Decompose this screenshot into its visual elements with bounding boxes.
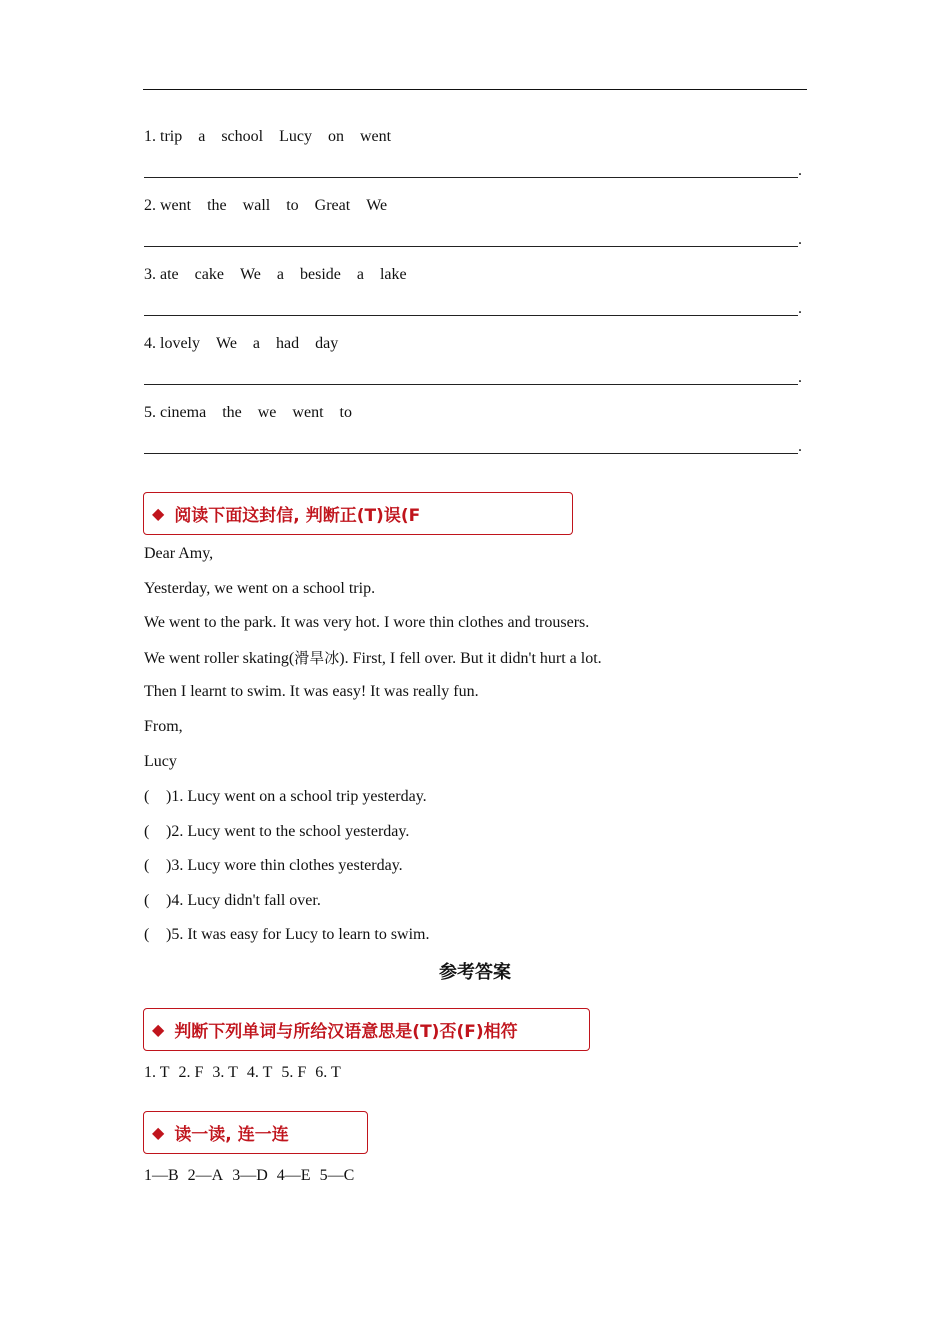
- question-item: [144, 333, 808, 402]
- scrambled-word: day: [315, 335, 339, 352]
- scrambled-word: we: [257, 404, 277, 421]
- question-item: [144, 402, 808, 471]
- answer-item: 3. T: [212, 1064, 238, 1081]
- tf-question: [144, 854, 824, 889]
- answers-judge: [144, 1064, 350, 1082]
- scrambled-word: a: [252, 335, 261, 352]
- answer-item: 5—C: [319, 1167, 355, 1184]
- top-rule: [143, 89, 807, 90]
- question-prompt: [144, 402, 808, 424]
- question-item: [144, 195, 808, 264]
- answer-line[interactable]: [144, 160, 808, 182]
- letter-text: We went roller skating(: [144, 649, 295, 667]
- scrambled-word: to: [339, 404, 352, 421]
- tf-question: [144, 923, 824, 958]
- answer-item: 4. T: [246, 1064, 273, 1081]
- question-item: [144, 126, 808, 195]
- answer-item: 1. T: [144, 1064, 170, 1081]
- scrambled-word: on: [327, 128, 344, 145]
- answer-underline: [144, 384, 798, 385]
- answer-line[interactable]: [144, 436, 808, 458]
- scrambled-word: a: [356, 266, 364, 283]
- question-number: 2.: [144, 197, 156, 214]
- answer-blank[interactable]: (: [144, 822, 150, 840]
- section-title: 阅读下面这封信, 判断正(T)误(F: [174, 506, 421, 526]
- scrambled-word: a: [198, 128, 206, 145]
- scrambled-word: to: [286, 197, 299, 214]
- line-end-period: .: [798, 162, 802, 179]
- scrambled-word: We: [239, 266, 261, 283]
- scrambled-word: had: [276, 335, 300, 352]
- answer-key-title: 参考答案: [439, 962, 511, 983]
- section-header-judge: [143, 1008, 590, 1051]
- question-number: 4.: [144, 335, 156, 352]
- letter: [144, 542, 824, 784]
- answer-item: 3—D: [232, 1167, 268, 1184]
- section-header-reading: [143, 492, 573, 535]
- answer-blank[interactable]: (: [144, 788, 150, 805]
- answer-item: 2—A: [187, 1167, 224, 1184]
- answer-blank[interactable]: (: [144, 857, 150, 875]
- answer-line[interactable]: [144, 367, 808, 389]
- question-number: 5.: [144, 404, 156, 421]
- question-number: 1.: [144, 128, 156, 145]
- scrambled-word: a: [276, 266, 284, 283]
- question-number: 3.: [144, 266, 156, 283]
- scrambled-word: wall: [242, 197, 271, 214]
- answer-item: 1—B: [144, 1167, 179, 1184]
- answer-item: 6. T: [315, 1064, 341, 1081]
- letter-greeting: Dear Amy,: [144, 545, 214, 562]
- answer-blank[interactable]: (: [144, 891, 150, 909]
- section-title: 读一读, 连一连: [174, 1125, 289, 1145]
- letter-closing: From,: [144, 717, 183, 735]
- question-prompt: [144, 195, 808, 217]
- scrambled-word: Great: [314, 197, 351, 214]
- scrambled-word: school: [221, 128, 264, 145]
- answer-blank[interactable]: (: [144, 926, 150, 944]
- answer-underline: [144, 246, 798, 247]
- scrambled-word: Lucy: [279, 128, 312, 145]
- answer-item: 5. F: [281, 1064, 307, 1081]
- scrambled-word: went: [160, 197, 192, 214]
- scrambled-word: cake: [194, 266, 224, 283]
- diamond-icon: ◆: [152, 1123, 165, 1142]
- true-false-questions: [144, 785, 824, 958]
- sentence-ordering-questions: [144, 126, 808, 471]
- scrambled-word: trip: [160, 128, 183, 145]
- scrambled-word: went: [292, 404, 324, 421]
- answer-underline: [144, 315, 798, 316]
- answer-item: 2. F: [178, 1064, 204, 1081]
- line-end-period: .: [798, 231, 802, 248]
- tf-question-text: )1. Lucy went on a school trip yesterday.: [166, 788, 427, 805]
- scrambled-word: lake: [379, 266, 407, 283]
- question-prompt: [144, 126, 808, 148]
- scrambled-word: We: [216, 335, 237, 352]
- tf-question-text: )4. Lucy didn't fall over.: [166, 891, 321, 909]
- tf-question: [144, 785, 824, 820]
- line-end-period: .: [798, 369, 802, 386]
- scrambled-word: ate: [160, 266, 179, 283]
- scrambled-word: the: [207, 197, 227, 214]
- scrambled-word: beside: [300, 266, 341, 283]
- tf-question: [144, 889, 824, 924]
- diamond-icon: ◆: [152, 1020, 165, 1039]
- answers-match: [144, 1167, 363, 1185]
- line-end-period: .: [798, 438, 802, 455]
- answer-item: 4—E: [276, 1167, 311, 1184]
- tf-question-text: )5. It was easy for Lucy to learn to swim.: [166, 926, 430, 944]
- letter-line: Then I learnt to swim. It was easy! It was really fun.: [144, 683, 479, 701]
- line-end-period: .: [798, 300, 802, 317]
- letter-line: [144, 646, 824, 681]
- answer-line[interactable]: [144, 298, 808, 320]
- letter-line: Yesterday, we went on a school trip.: [144, 579, 376, 597]
- answer-underline: [144, 177, 798, 178]
- scrambled-word: lovely: [160, 335, 200, 352]
- scrambled-word: the: [222, 404, 242, 421]
- tf-question-text: )2. Lucy went to the school yesterday.: [166, 822, 410, 840]
- tf-question: [144, 820, 824, 855]
- tf-question-text: )3. Lucy wore thin clothes yesterday.: [166, 857, 403, 875]
- scrambled-word: cinema: [160, 404, 207, 421]
- question-item: [144, 264, 808, 333]
- answer-underline: [144, 453, 798, 454]
- scrambled-word: went: [359, 128, 392, 145]
- diamond-icon: ◆: [152, 504, 165, 523]
- answer-line[interactable]: [144, 229, 808, 251]
- section-title: 判断下列单词与所给汉语意思是(T)否(F)相符: [174, 1022, 518, 1042]
- section-header-match: [143, 1111, 368, 1154]
- question-prompt: [144, 264, 808, 286]
- scrambled-word: We: [366, 197, 388, 214]
- letter-text: ). First, I fell over. But it didn't hurt a lot.: [339, 649, 602, 667]
- letter-signature: Lucy: [144, 752, 177, 770]
- question-prompt: [144, 333, 808, 355]
- letter-line: We went to the park. It was very hot. I wore thin clothes and trousers.: [144, 614, 590, 632]
- letter-chinese-gloss: 滑旱冰: [294, 648, 340, 667]
